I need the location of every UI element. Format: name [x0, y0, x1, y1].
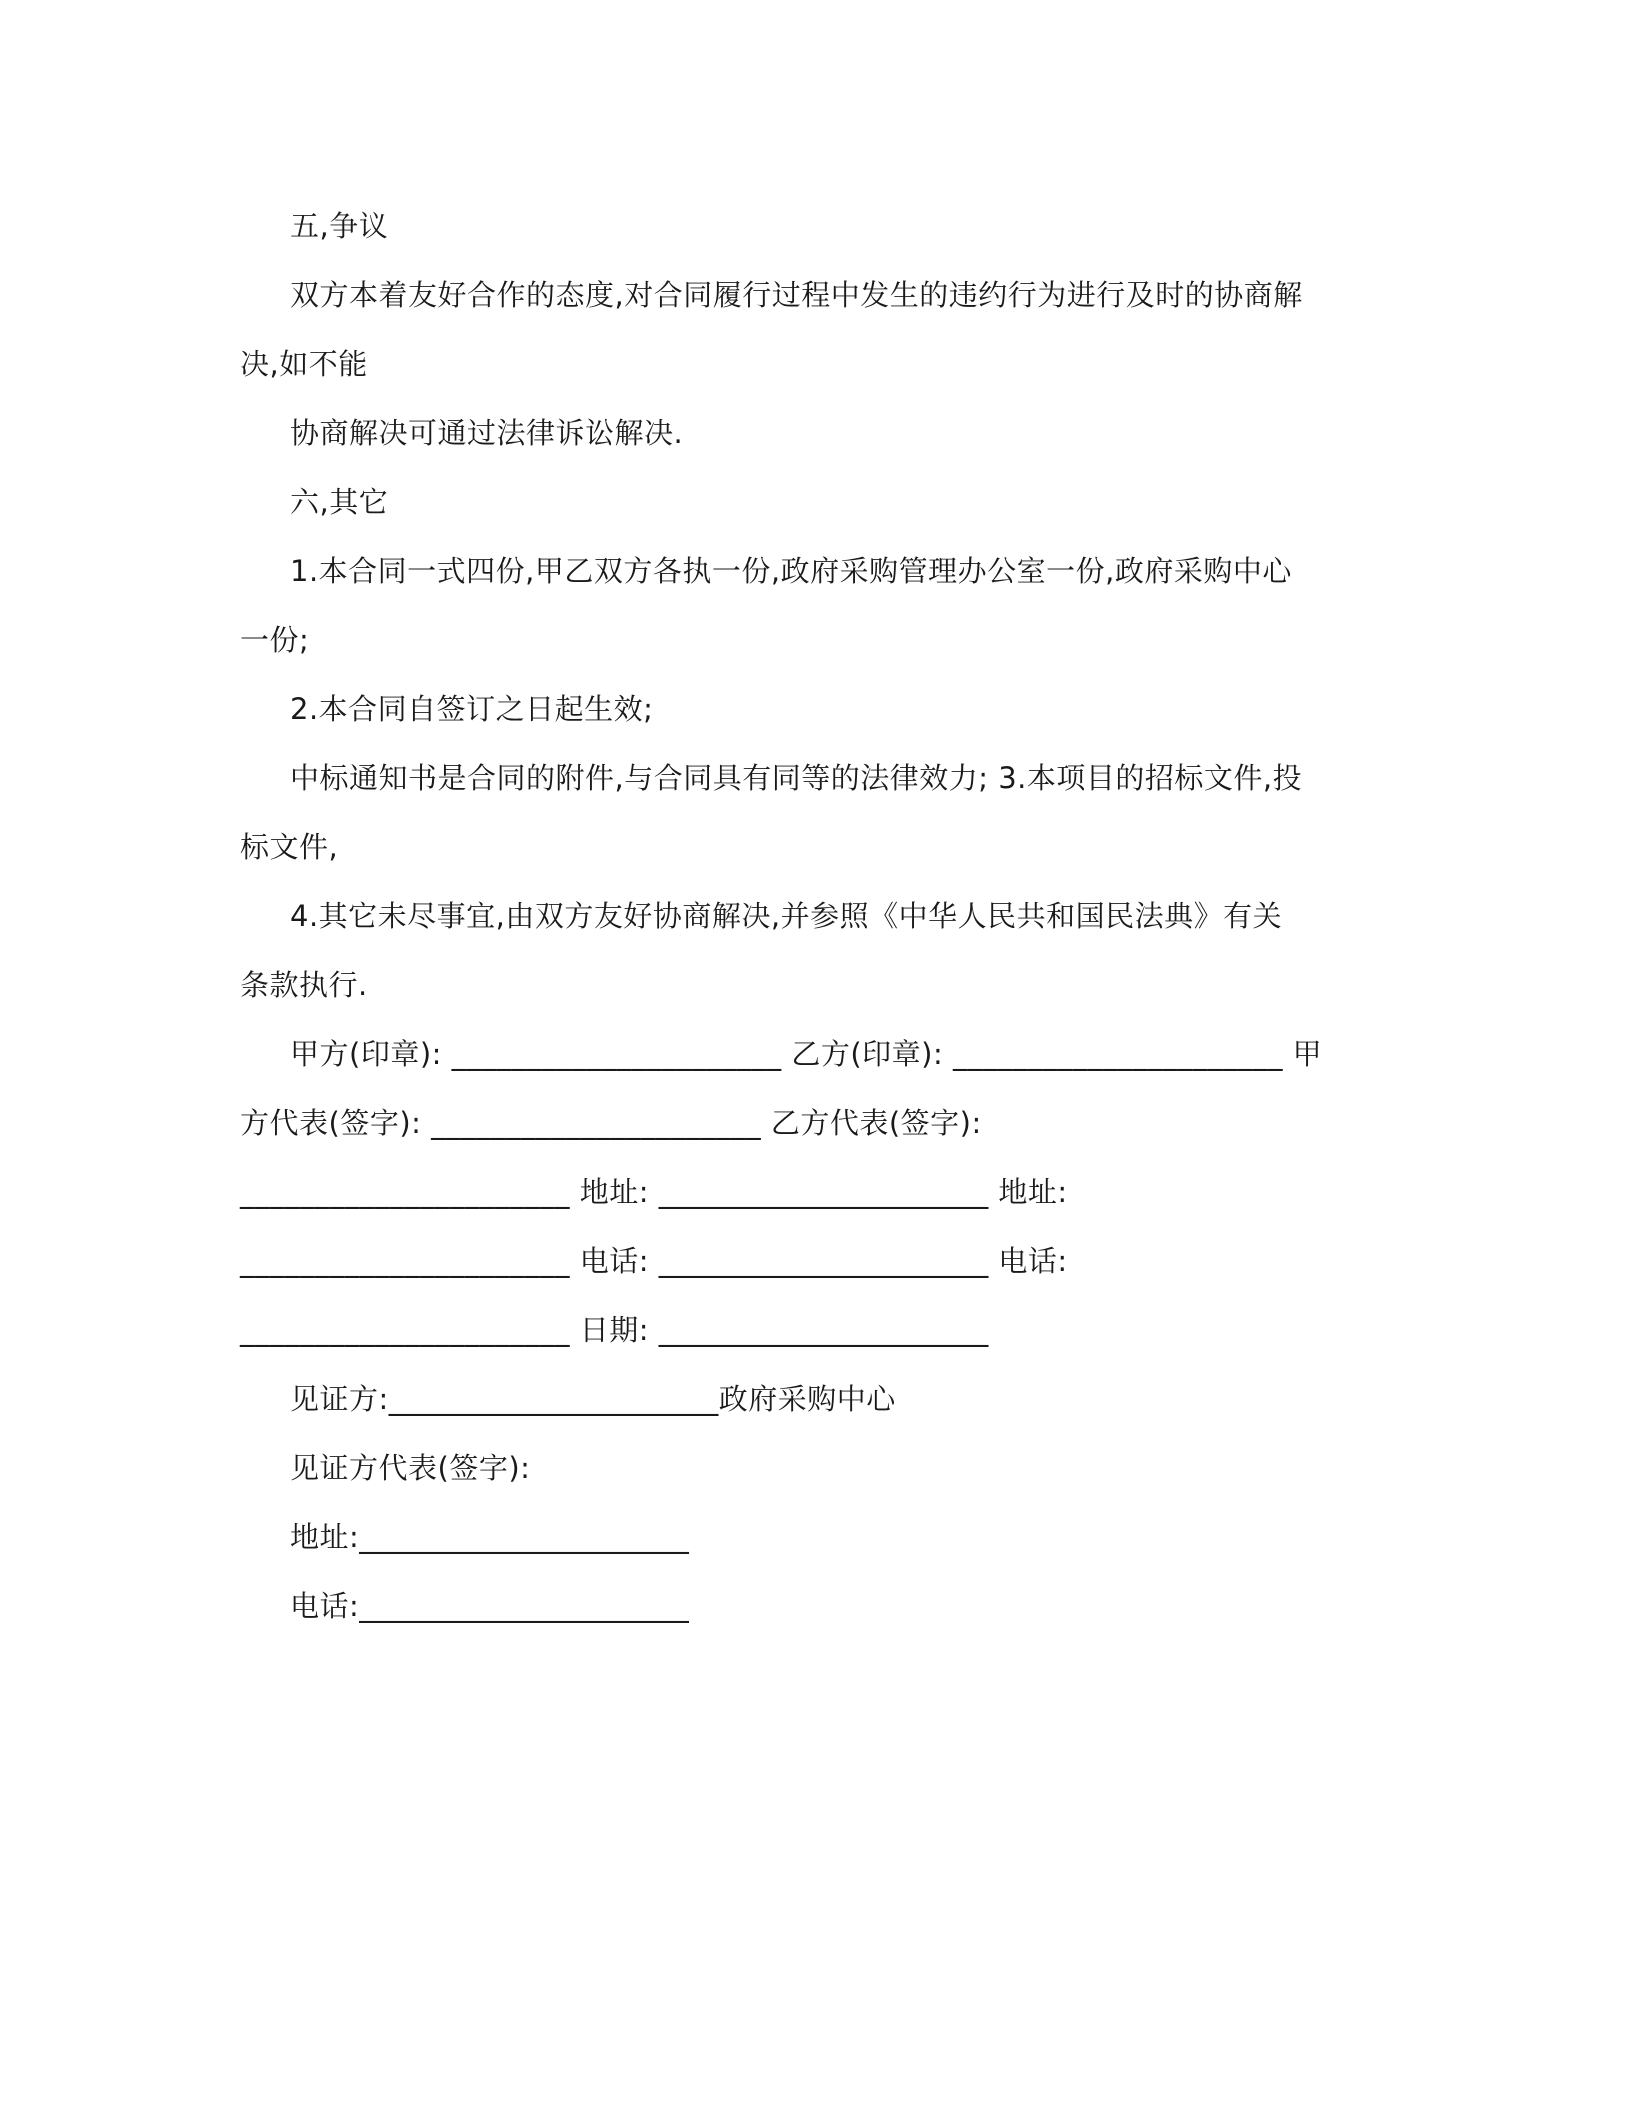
- clause-4-line-1: 4.其它未尽事宜,由双方友好协商解决,并参照《中华人民共和国民法典》有关: [290, 899, 1283, 933]
- signature-row-3: ______________________ 地址: ______________________ 地址:: [240, 1175, 1068, 1209]
- dispute-paragraph-line-2: 决,如不能: [240, 347, 368, 381]
- section-five-heading: 五,争议: [290, 209, 389, 243]
- witness-address: 地址:______________________: [290, 1520, 690, 1554]
- witness-representative: 见证方代表(签字):: [290, 1451, 531, 1485]
- signature-row-4: ______________________ 电话: ______________________ 电话:: [240, 1244, 1068, 1278]
- clause-2: 2.本合同自签订之日起生效;: [290, 692, 654, 726]
- clause-3-line-2: 标文件,: [240, 830, 339, 864]
- signature-row-5: ______________________ 日期: ______________________: [240, 1313, 989, 1347]
- clause-3-line-1: 中标通知书是合同的附件,与合同具有同等的法律效力; 3.本项目的招标文件,投: [290, 761, 1303, 795]
- witness-party: 见证方:______________________政府采购中心: [290, 1382, 896, 1416]
- dispute-paragraph-line-3: 协商解决可通过法律诉讼解决.: [290, 416, 684, 450]
- clause-1-line-2: 一份;: [240, 623, 310, 657]
- signature-row-1: 甲方(印章): ______________________ 乙方(印章): ______________________ 甲: [290, 1037, 1323, 1071]
- clause-1-line-1: 1.本合同一式四份,甲乙双方各执一份,政府采购管理办公室一份,政府采购中心: [290, 554, 1292, 588]
- dispute-paragraph-line-1: 双方本着友好合作的态度,对合同履行过程中发生的违约行为进行及时的协商解: [290, 278, 1303, 312]
- section-six-heading: 六,其它: [290, 485, 389, 519]
- witness-phone: 电话:______________________: [290, 1589, 690, 1623]
- signature-row-2: 方代表(签字): ______________________ 乙方代表(签字):: [240, 1106, 982, 1140]
- clause-4-line-2: 条款执行.: [240, 968, 368, 1002]
